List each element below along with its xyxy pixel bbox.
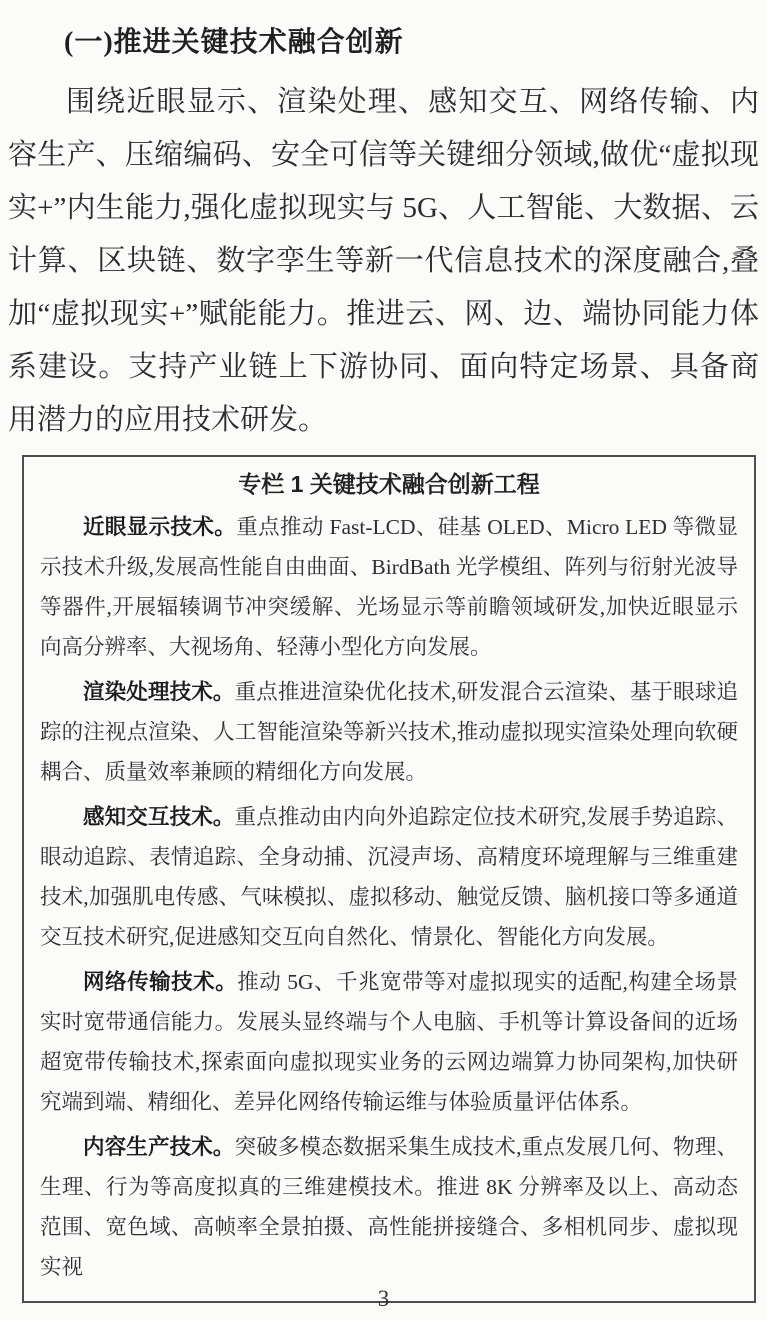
- section-heading: (一)推进关键技术融合创新: [64, 27, 404, 58]
- panel-item-body: 重点推动 Fast-LCD、硅基 OLED、Micro LED 等微显示技术升级,发展高性能自由曲面、BirdBath 光学模组、阵列与衍射光波导等器件,开展辐辏调节冲突缓解、光场显示等前瞻领域研发,加快近眼显示向高分辨率、大视场角、轻薄小型化方向发展。: [40, 515, 738, 659]
- panel-item-lead: 内容生产技术。: [83, 1135, 235, 1159]
- panel-item-body: 推动 5G、千兆宽带等对虚拟现实的适配,构建全场景实时宽带通信能力。发展头显终端与个人电脑、手机等计算设备间的近场超宽带传输技术,探索面向虚拟现实业务的云网边端算力协同架构,加快研究端到端、精细化、差异化网络传输运维与体验质量评估体系。: [40, 970, 738, 1114]
- panel-item-network-transmission: [40, 962, 738, 1122]
- panel-item-lead: 感知交互技术。: [83, 805, 235, 829]
- callout-box-title: 专栏 1 关键技术融合创新工程: [238, 471, 540, 497]
- callout-box: [22, 455, 756, 1303]
- panel-item-near-eye-display: [40, 507, 738, 667]
- panel-item-rendering: [40, 672, 738, 792]
- panel-item-lead: 网络传输技术。: [83, 970, 238, 994]
- panel-item-body: 重点推进渲染优化技术,研发混合云渲染、基于眼球追踪的注视点渲染、人工智能渲染等新兴技术,推动虚拟现实渲染处理向软硬耦合、质量效率兼顾的精细化方向发展。: [40, 680, 738, 784]
- panel-item-body: 突破多模态数据采集生成技术,重点发展几何、物理、生理、行为等高度拟真的三维建模技术。推进 8K 分辨率及以上、高动态范围、宽色域、高帧率全景拍摄、高性能拼接缝合、多相机同步、虚拟现实视: [40, 1135, 738, 1279]
- panel-item-content-production: [40, 1127, 738, 1287]
- panel-item-perception-interaction: [40, 797, 738, 957]
- section-paragraph: 围绕近眼显示、渲染处理、感知交互、网络传输、内容生产、压缩编码、安全可信等关键细分领域,做优“虚拟现实+”内生能力,强化虚拟现实与 5G、人工智能、大数据、云计算、区块链、数字孪生等新一代信息技术的深度融合,叠加“虚拟现实+”赋能能力。推进云、网、边、端协同能力体系建设。支持产业链上下游协同、面向特定场景、具备商用潜力的应用技术研发。: [8, 86, 759, 436]
- panel-item-body: 重点推动由内向外追踪定位技术研究,发展手势追踪、眼动追踪、表情追踪、全身动捕、沉浸声场、高精度环境理解与三维重建技术,加强肌电传感、气味模拟、虚拟移动、触觉反馈、脑机接口等多通道交互技术研究,促进感知交互向自然化、情景化、智能化方向发展。: [40, 805, 738, 949]
- page-number: 3: [377, 1286, 390, 1311]
- panel-item-lead: 近眼显示技术。: [83, 515, 237, 539]
- panel-item-lead: 渲染处理技术。: [83, 680, 235, 704]
